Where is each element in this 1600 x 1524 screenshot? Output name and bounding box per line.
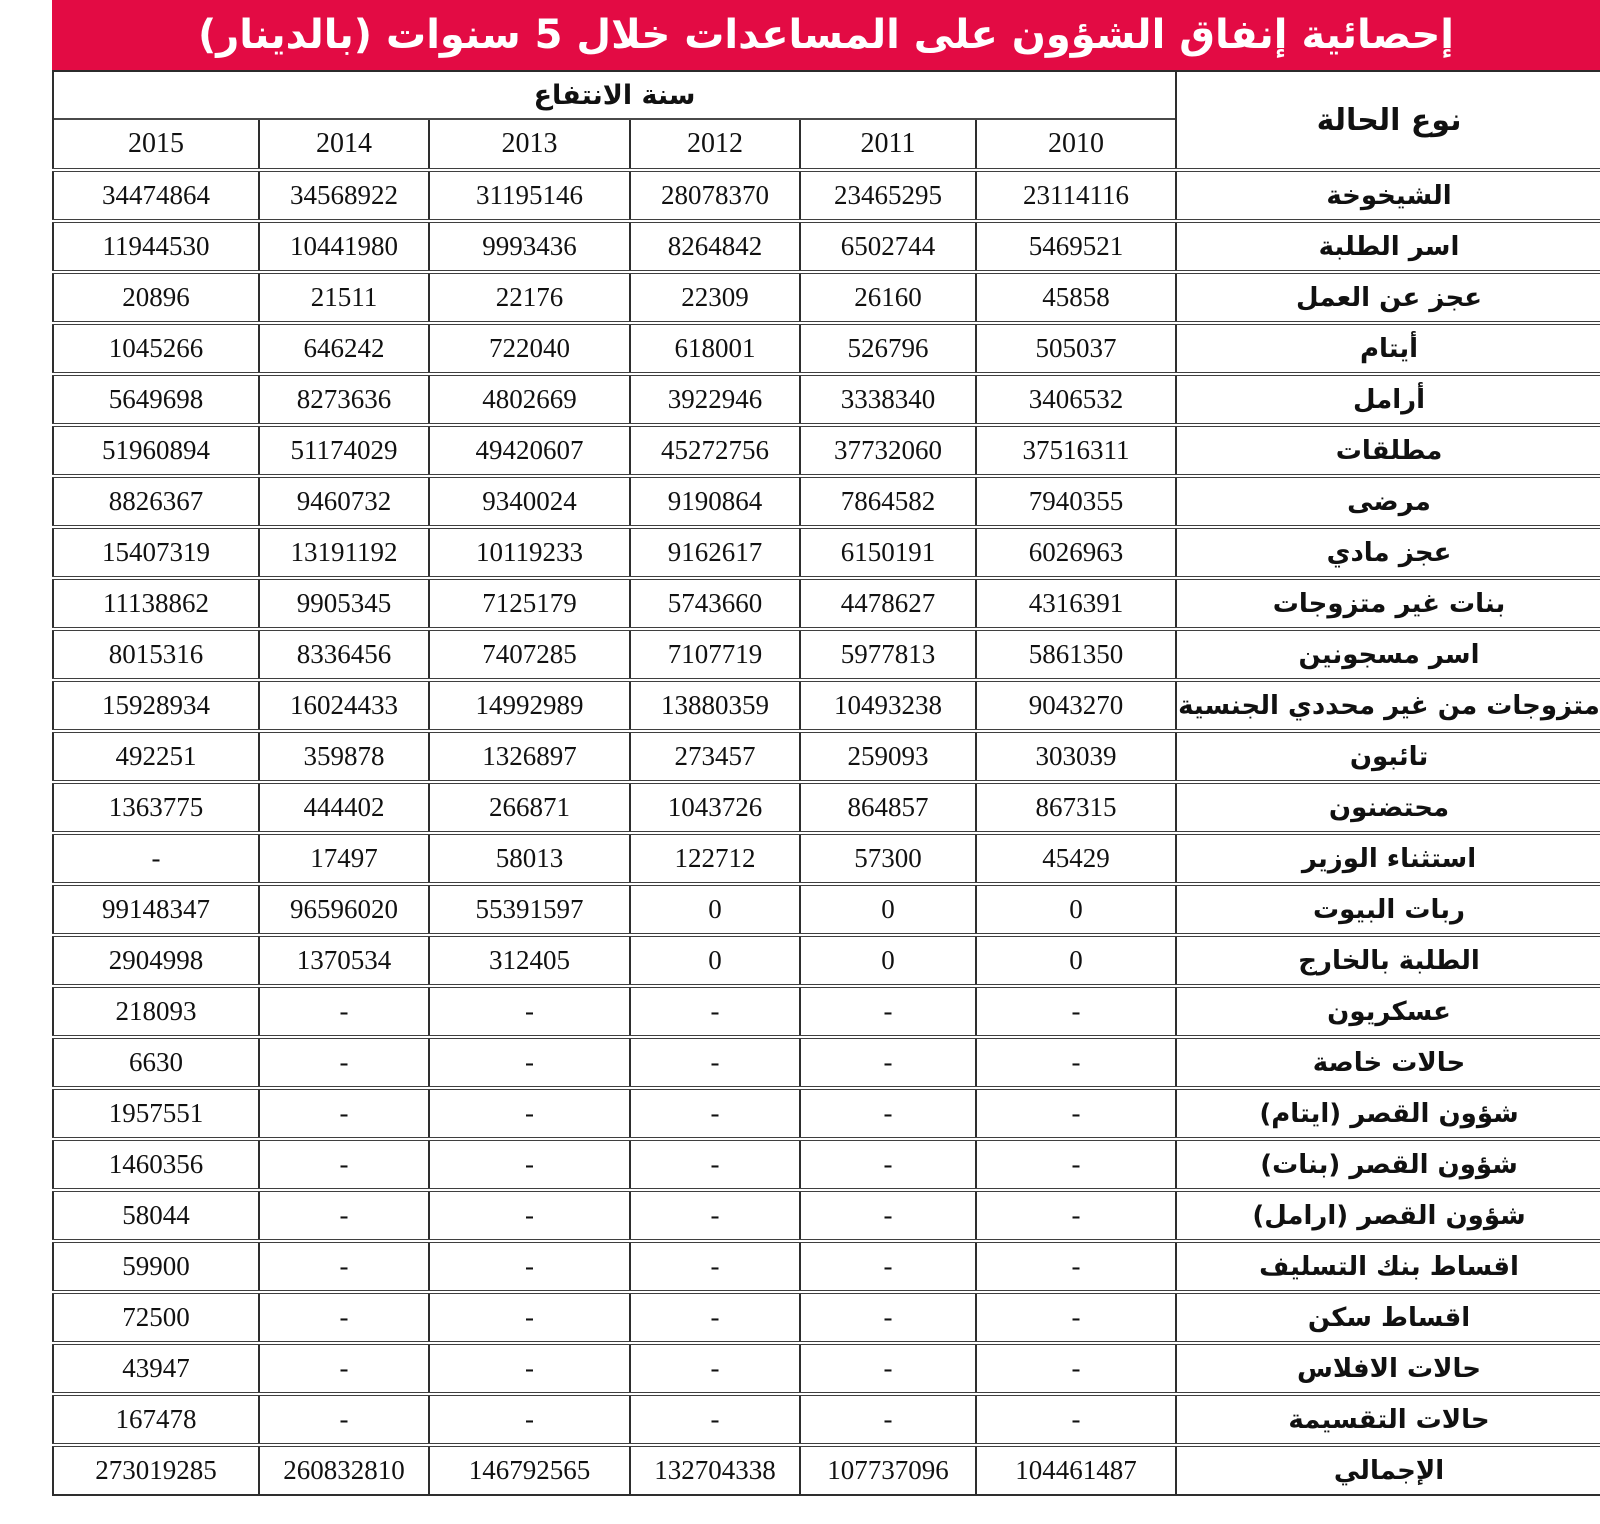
value-cell: 1363775 bbox=[53, 782, 259, 833]
value-cell: 1957551 bbox=[53, 1088, 259, 1139]
case-type-label: عسكريون bbox=[1176, 986, 1600, 1037]
value-cell: - bbox=[259, 1343, 429, 1394]
table-row bbox=[53, 1394, 1600, 1445]
year-column-header: 2012 bbox=[630, 119, 800, 170]
value-cell: 303039 bbox=[976, 731, 1176, 782]
case-type-label: شؤون القصر (بنات) bbox=[1176, 1139, 1600, 1190]
table-row bbox=[53, 986, 1600, 1037]
table-row bbox=[53, 629, 1600, 680]
value-cell: - bbox=[259, 1292, 429, 1343]
value-cell: 72500 bbox=[53, 1292, 259, 1343]
value-cell: 218093 bbox=[53, 986, 259, 1037]
value-cell: - bbox=[630, 986, 800, 1037]
value-cell: 526796 bbox=[800, 323, 976, 374]
value-cell: - bbox=[53, 833, 259, 884]
value-cell: 273019285 bbox=[53, 1445, 259, 1495]
value-cell: 21511 bbox=[259, 272, 429, 323]
value-cell: - bbox=[976, 1139, 1176, 1190]
table-row bbox=[53, 476, 1600, 527]
year-column-header: 2013 bbox=[429, 119, 630, 170]
value-cell: 26160 bbox=[800, 272, 976, 323]
value-cell: - bbox=[800, 1139, 976, 1190]
table-row bbox=[53, 272, 1600, 323]
value-cell: - bbox=[630, 1088, 800, 1139]
value-cell: - bbox=[976, 1190, 1176, 1241]
value-cell: 59900 bbox=[53, 1241, 259, 1292]
value-cell: 7407285 bbox=[429, 629, 630, 680]
value-cell: - bbox=[429, 1292, 630, 1343]
value-cell: 7107719 bbox=[630, 629, 800, 680]
value-cell: - bbox=[630, 1037, 800, 1088]
case-type-label: استثناء الوزير bbox=[1176, 833, 1600, 884]
case-type-label: محتضنون bbox=[1176, 782, 1600, 833]
year-column-header: 2014 bbox=[259, 119, 429, 170]
value-cell: 5743660 bbox=[630, 578, 800, 629]
table-row bbox=[53, 170, 1600, 221]
value-cell: - bbox=[800, 1241, 976, 1292]
value-cell: 23114116 bbox=[976, 170, 1176, 221]
value-cell: 11138862 bbox=[53, 578, 259, 629]
value-cell: 45429 bbox=[976, 833, 1176, 884]
value-cell: 58013 bbox=[429, 833, 630, 884]
value-cell: - bbox=[800, 1037, 976, 1088]
value-cell: 260832810 bbox=[259, 1445, 429, 1495]
value-cell: - bbox=[976, 1037, 1176, 1088]
case-type-label: ربات البيوت bbox=[1176, 884, 1600, 935]
case-type-label: أرامل bbox=[1176, 374, 1600, 425]
case-type-label: شؤون القصر (ارامل) bbox=[1176, 1190, 1600, 1241]
value-cell: - bbox=[630, 1190, 800, 1241]
value-cell: 0 bbox=[630, 884, 800, 935]
value-cell: - bbox=[630, 1343, 800, 1394]
value-cell: 7940355 bbox=[976, 476, 1176, 527]
value-cell: 4316391 bbox=[976, 578, 1176, 629]
table-row bbox=[53, 527, 1600, 578]
table-row bbox=[53, 374, 1600, 425]
table-row bbox=[53, 1139, 1600, 1190]
value-cell: - bbox=[800, 1394, 976, 1445]
value-cell: 8264842 bbox=[630, 221, 800, 272]
value-cell: 34474864 bbox=[53, 170, 259, 221]
value-cell: 43947 bbox=[53, 1343, 259, 1394]
value-cell: 45272756 bbox=[630, 425, 800, 476]
table-header bbox=[53, 72, 1600, 170]
value-cell: - bbox=[429, 1190, 630, 1241]
value-cell: - bbox=[976, 1088, 1176, 1139]
value-cell: 5649698 bbox=[53, 374, 259, 425]
case-type-label: أيتام bbox=[1176, 323, 1600, 374]
year-group-row bbox=[53, 72, 1600, 119]
value-cell: 122712 bbox=[630, 833, 800, 884]
value-cell: 1043726 bbox=[630, 782, 800, 833]
value-cell: 99148347 bbox=[53, 884, 259, 935]
value-cell: 1460356 bbox=[53, 1139, 259, 1190]
value-cell: - bbox=[800, 1088, 976, 1139]
value-cell: 22309 bbox=[630, 272, 800, 323]
value-cell: 11944530 bbox=[53, 221, 259, 272]
value-cell: 104461487 bbox=[976, 1445, 1176, 1495]
value-cell: 8826367 bbox=[53, 476, 259, 527]
value-cell: 5861350 bbox=[976, 629, 1176, 680]
value-cell: 9905345 bbox=[259, 578, 429, 629]
value-cell: 0 bbox=[800, 935, 976, 986]
value-cell: 9340024 bbox=[429, 476, 630, 527]
value-cell: 9190864 bbox=[630, 476, 800, 527]
value-cell: 16024433 bbox=[259, 680, 429, 731]
value-cell: 57300 bbox=[800, 833, 976, 884]
value-cell: - bbox=[800, 1190, 976, 1241]
value-cell: 167478 bbox=[53, 1394, 259, 1445]
value-cell: 5469521 bbox=[976, 221, 1176, 272]
value-cell: 618001 bbox=[630, 323, 800, 374]
table-row bbox=[53, 1037, 1600, 1088]
value-cell: 15928934 bbox=[53, 680, 259, 731]
value-cell: 58044 bbox=[53, 1190, 259, 1241]
case-type-label: عجز مادي bbox=[1176, 527, 1600, 578]
value-cell: 28078370 bbox=[630, 170, 800, 221]
value-cell: 646242 bbox=[259, 323, 429, 374]
value-cell: 444402 bbox=[259, 782, 429, 833]
value-cell: - bbox=[259, 1241, 429, 1292]
case-type-label: متزوجات من غير محددي الجنسية bbox=[1176, 680, 1600, 731]
case-type-label: اسر الطلبة bbox=[1176, 221, 1600, 272]
table-row bbox=[53, 1343, 1600, 1394]
case-type-header: نوع الحالة bbox=[1176, 72, 1600, 170]
value-cell: - bbox=[976, 1292, 1176, 1343]
value-cell: 492251 bbox=[53, 731, 259, 782]
value-cell: 7864582 bbox=[800, 476, 976, 527]
value-cell: 10493238 bbox=[800, 680, 976, 731]
value-cell: - bbox=[630, 1241, 800, 1292]
value-cell: - bbox=[800, 986, 976, 1037]
year-column-header: 2010 bbox=[976, 119, 1176, 170]
case-type-label: الإجمالي bbox=[1176, 1445, 1600, 1495]
value-cell: 864857 bbox=[800, 782, 976, 833]
value-cell: - bbox=[259, 1394, 429, 1445]
value-cell: - bbox=[800, 1343, 976, 1394]
value-cell: 23465295 bbox=[800, 170, 976, 221]
case-type-label: اسر مسجونين bbox=[1176, 629, 1600, 680]
value-cell: 55391597 bbox=[429, 884, 630, 935]
value-cell: - bbox=[630, 1139, 800, 1190]
value-cell: 505037 bbox=[976, 323, 1176, 374]
table-row bbox=[53, 578, 1600, 629]
value-cell: 8336456 bbox=[259, 629, 429, 680]
table-row bbox=[53, 323, 1600, 374]
value-cell: 9162617 bbox=[630, 527, 800, 578]
value-cell: 1370534 bbox=[259, 935, 429, 986]
statistics-table bbox=[52, 72, 1600, 1496]
value-cell: 312405 bbox=[429, 935, 630, 986]
year-column-header: 2011 bbox=[800, 119, 976, 170]
table-row bbox=[53, 425, 1600, 476]
value-cell: - bbox=[976, 1343, 1176, 1394]
value-cell: - bbox=[259, 1088, 429, 1139]
value-cell: - bbox=[976, 986, 1176, 1037]
value-cell: - bbox=[429, 986, 630, 1037]
value-cell: 4478627 bbox=[800, 578, 976, 629]
title-banner bbox=[52, 0, 1600, 72]
value-cell: 0 bbox=[630, 935, 800, 986]
value-cell: 13191192 bbox=[259, 527, 429, 578]
value-cell: 2904998 bbox=[53, 935, 259, 986]
value-cell: 6502744 bbox=[800, 221, 976, 272]
value-cell: 0 bbox=[976, 884, 1176, 935]
value-cell: - bbox=[976, 1241, 1176, 1292]
value-cell: - bbox=[259, 986, 429, 1037]
value-cell: 34568922 bbox=[259, 170, 429, 221]
case-type-label: حالات التقسيمة bbox=[1176, 1394, 1600, 1445]
table-row bbox=[53, 1292, 1600, 1343]
case-type-label: مرضى bbox=[1176, 476, 1600, 527]
value-cell: 0 bbox=[800, 884, 976, 935]
value-cell: - bbox=[630, 1394, 800, 1445]
table-row bbox=[53, 782, 1600, 833]
value-cell: 359878 bbox=[259, 731, 429, 782]
value-cell: 6630 bbox=[53, 1037, 259, 1088]
value-cell: 13880359 bbox=[630, 680, 800, 731]
case-type-label: حالات خاصة bbox=[1176, 1037, 1600, 1088]
value-cell: 31195146 bbox=[429, 170, 630, 221]
table-row bbox=[53, 680, 1600, 731]
value-cell: - bbox=[429, 1343, 630, 1394]
value-cell: 7125179 bbox=[429, 578, 630, 629]
value-cell: - bbox=[976, 1394, 1176, 1445]
value-cell: 8273636 bbox=[259, 374, 429, 425]
value-cell: - bbox=[630, 1292, 800, 1343]
value-cell: - bbox=[429, 1241, 630, 1292]
value-cell: 259093 bbox=[800, 731, 976, 782]
table-row bbox=[53, 1241, 1600, 1292]
value-cell: 9993436 bbox=[429, 221, 630, 272]
value-cell: 0 bbox=[976, 935, 1176, 986]
value-cell: 10441980 bbox=[259, 221, 429, 272]
table-row bbox=[53, 1445, 1600, 1495]
value-cell: - bbox=[429, 1088, 630, 1139]
value-cell: 51174029 bbox=[259, 425, 429, 476]
value-cell: 37732060 bbox=[800, 425, 976, 476]
value-cell: 3922946 bbox=[630, 374, 800, 425]
value-cell: 3338340 bbox=[800, 374, 976, 425]
value-cell: 14992989 bbox=[429, 680, 630, 731]
table-row bbox=[53, 833, 1600, 884]
value-cell: - bbox=[429, 1037, 630, 1088]
case-type-label: مطلقات bbox=[1176, 425, 1600, 476]
value-cell: 10119233 bbox=[429, 527, 630, 578]
value-cell: - bbox=[800, 1292, 976, 1343]
value-cell: - bbox=[259, 1037, 429, 1088]
value-cell: 8015316 bbox=[53, 629, 259, 680]
value-cell: 17497 bbox=[259, 833, 429, 884]
year-column-header: 2015 bbox=[53, 119, 259, 170]
value-cell: 22176 bbox=[429, 272, 630, 323]
table-row bbox=[53, 731, 1600, 782]
value-cell: 51960894 bbox=[53, 425, 259, 476]
case-type-label: اقساط بنك التسليف bbox=[1176, 1241, 1600, 1292]
page-title: إحصائية إنفاق الشؤون على المساعدات خلال 5 سنوات (بالدينار) bbox=[197, 12, 1455, 58]
value-cell: 273457 bbox=[630, 731, 800, 782]
table-row bbox=[53, 884, 1600, 935]
case-type-label: حالات الافلاس bbox=[1176, 1343, 1600, 1394]
value-cell: 1326897 bbox=[429, 731, 630, 782]
case-type-label: عجز عن العمل bbox=[1176, 272, 1600, 323]
case-type-label: اقساط سكن bbox=[1176, 1292, 1600, 1343]
value-cell: 4802669 bbox=[429, 374, 630, 425]
value-cell: 132704338 bbox=[630, 1445, 800, 1495]
case-type-label: بنات غير متزوجات bbox=[1176, 578, 1600, 629]
value-cell: 1045266 bbox=[53, 323, 259, 374]
table-row bbox=[53, 221, 1600, 272]
year-group-header: سنة الانتفاع bbox=[53, 72, 1176, 119]
value-cell: 146792565 bbox=[429, 1445, 630, 1495]
value-cell: 867315 bbox=[976, 782, 1176, 833]
case-type-label: الطلبة بالخارج bbox=[1176, 935, 1600, 986]
value-cell: 20896 bbox=[53, 272, 259, 323]
value-cell: 9460732 bbox=[259, 476, 429, 527]
value-cell: 37516311 bbox=[976, 425, 1176, 476]
value-cell: 6150191 bbox=[800, 527, 976, 578]
table-row bbox=[53, 935, 1600, 986]
case-type-label: الشيخوخة bbox=[1176, 170, 1600, 221]
value-cell: - bbox=[429, 1139, 630, 1190]
table-row bbox=[53, 1088, 1600, 1139]
value-cell: 49420607 bbox=[429, 425, 630, 476]
value-cell: 6026963 bbox=[976, 527, 1176, 578]
value-cell: 722040 bbox=[429, 323, 630, 374]
case-type-label: تائبون bbox=[1176, 731, 1600, 782]
value-cell: 96596020 bbox=[259, 884, 429, 935]
value-cell: 5977813 bbox=[800, 629, 976, 680]
value-cell: 107737096 bbox=[800, 1445, 976, 1495]
value-cell: - bbox=[429, 1394, 630, 1445]
value-cell: 266871 bbox=[429, 782, 630, 833]
value-cell: 3406532 bbox=[976, 374, 1176, 425]
table-body bbox=[53, 170, 1600, 1495]
value-cell: 15407319 bbox=[53, 527, 259, 578]
value-cell: - bbox=[259, 1190, 429, 1241]
table-row bbox=[53, 1190, 1600, 1241]
value-cell: - bbox=[259, 1139, 429, 1190]
value-cell: 45858 bbox=[976, 272, 1176, 323]
case-type-label: شؤون القصر (ايتام) bbox=[1176, 1088, 1600, 1139]
value-cell: 9043270 bbox=[976, 680, 1176, 731]
